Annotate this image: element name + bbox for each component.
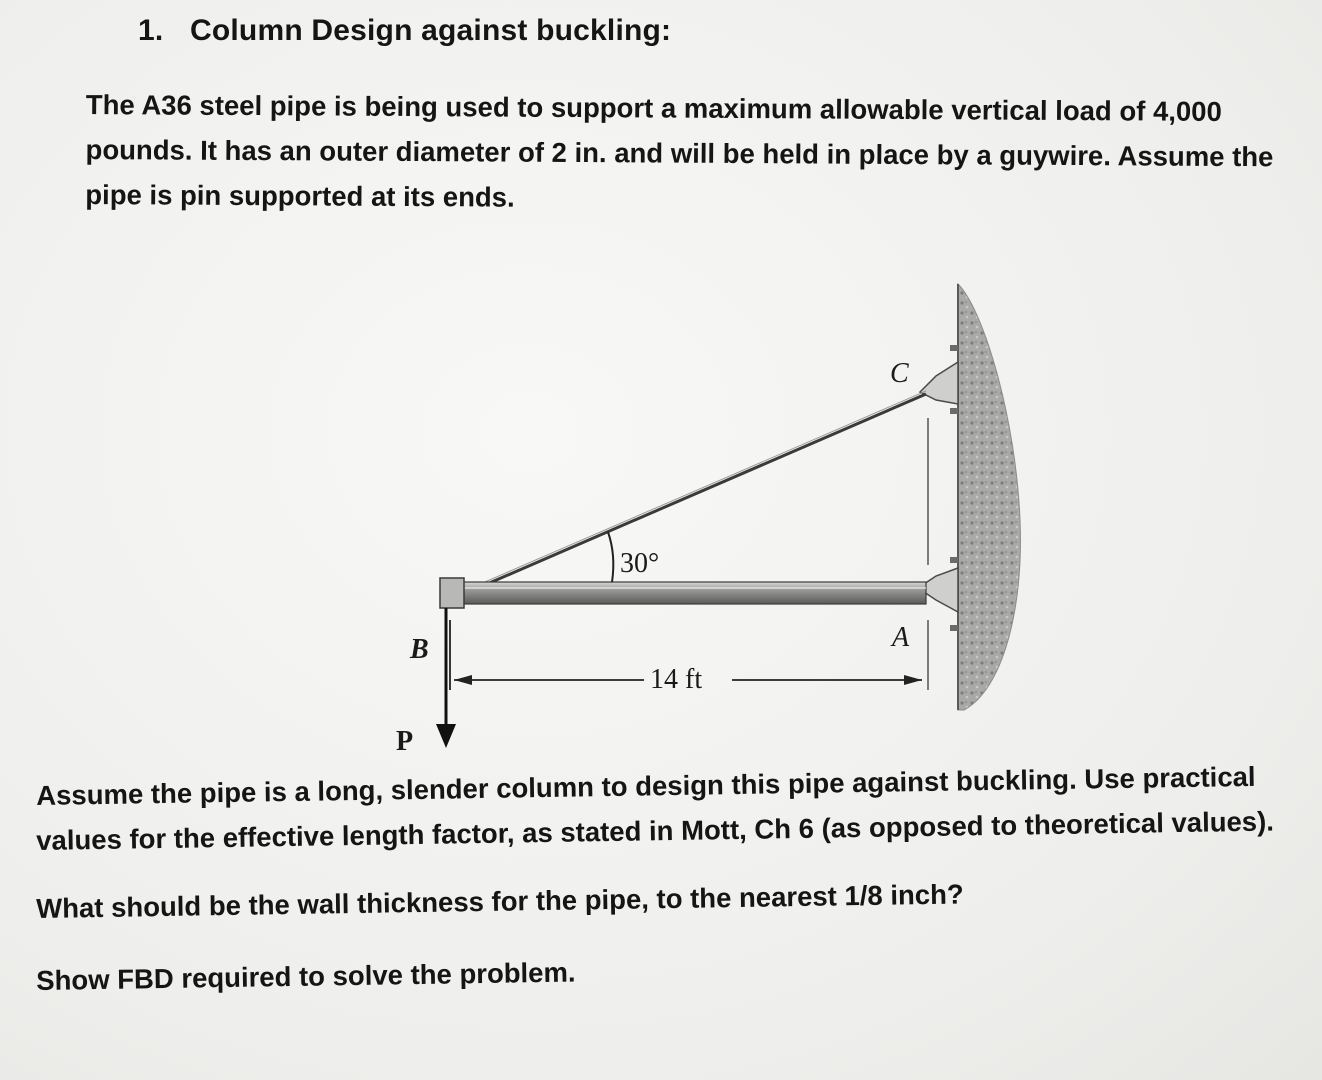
statement-line-1: The A36 steel pipe is being used to support a maximum allowable vertical load of 4,000 — [85, 88, 1222, 127]
wall — [958, 284, 1020, 710]
problem-title: Column Design against buckling: — [190, 14, 672, 47]
bracket-c — [920, 362, 958, 404]
problem-statement — [85, 82, 1311, 224]
statement-line-2: pounds. It has an outer diameter of 2 in. and will be held in place by a guywire. Assume the — [85, 133, 1274, 173]
label-b: B — [410, 634, 429, 665]
question-line-2: values for the effective length factor, as stated in Mott, Ch 6 (as opposed to theoretical values). — [36, 805, 1275, 856]
problem-number: 1. — [138, 14, 164, 47]
end-fitting-b — [440, 578, 464, 608]
label-a: A — [892, 622, 910, 653]
label-length: 14 ft — [650, 664, 703, 695]
pipe — [450, 582, 926, 604]
label-p: P — [396, 726, 414, 757]
statement-line-3: pipe is pin supported at its ends. — [85, 178, 515, 213]
label-angle: 30° — [620, 548, 660, 579]
question-fbd: Show FBD required to solve the problem. — [36, 956, 576, 996]
question-wall-thickness: What should be the wall thickness for the pipe, to the nearest 1/8 inch? — [36, 878, 964, 924]
angle-arc — [608, 532, 613, 582]
problem-heading — [138, 14, 671, 48]
label-c: C — [890, 358, 909, 389]
column-diagram — [380, 270, 1060, 770]
question-line-1: Assume the pipe is a long, slender column to design this pipe against buckling. Use practical — [36, 760, 1256, 811]
guywire — [464, 394, 926, 594]
